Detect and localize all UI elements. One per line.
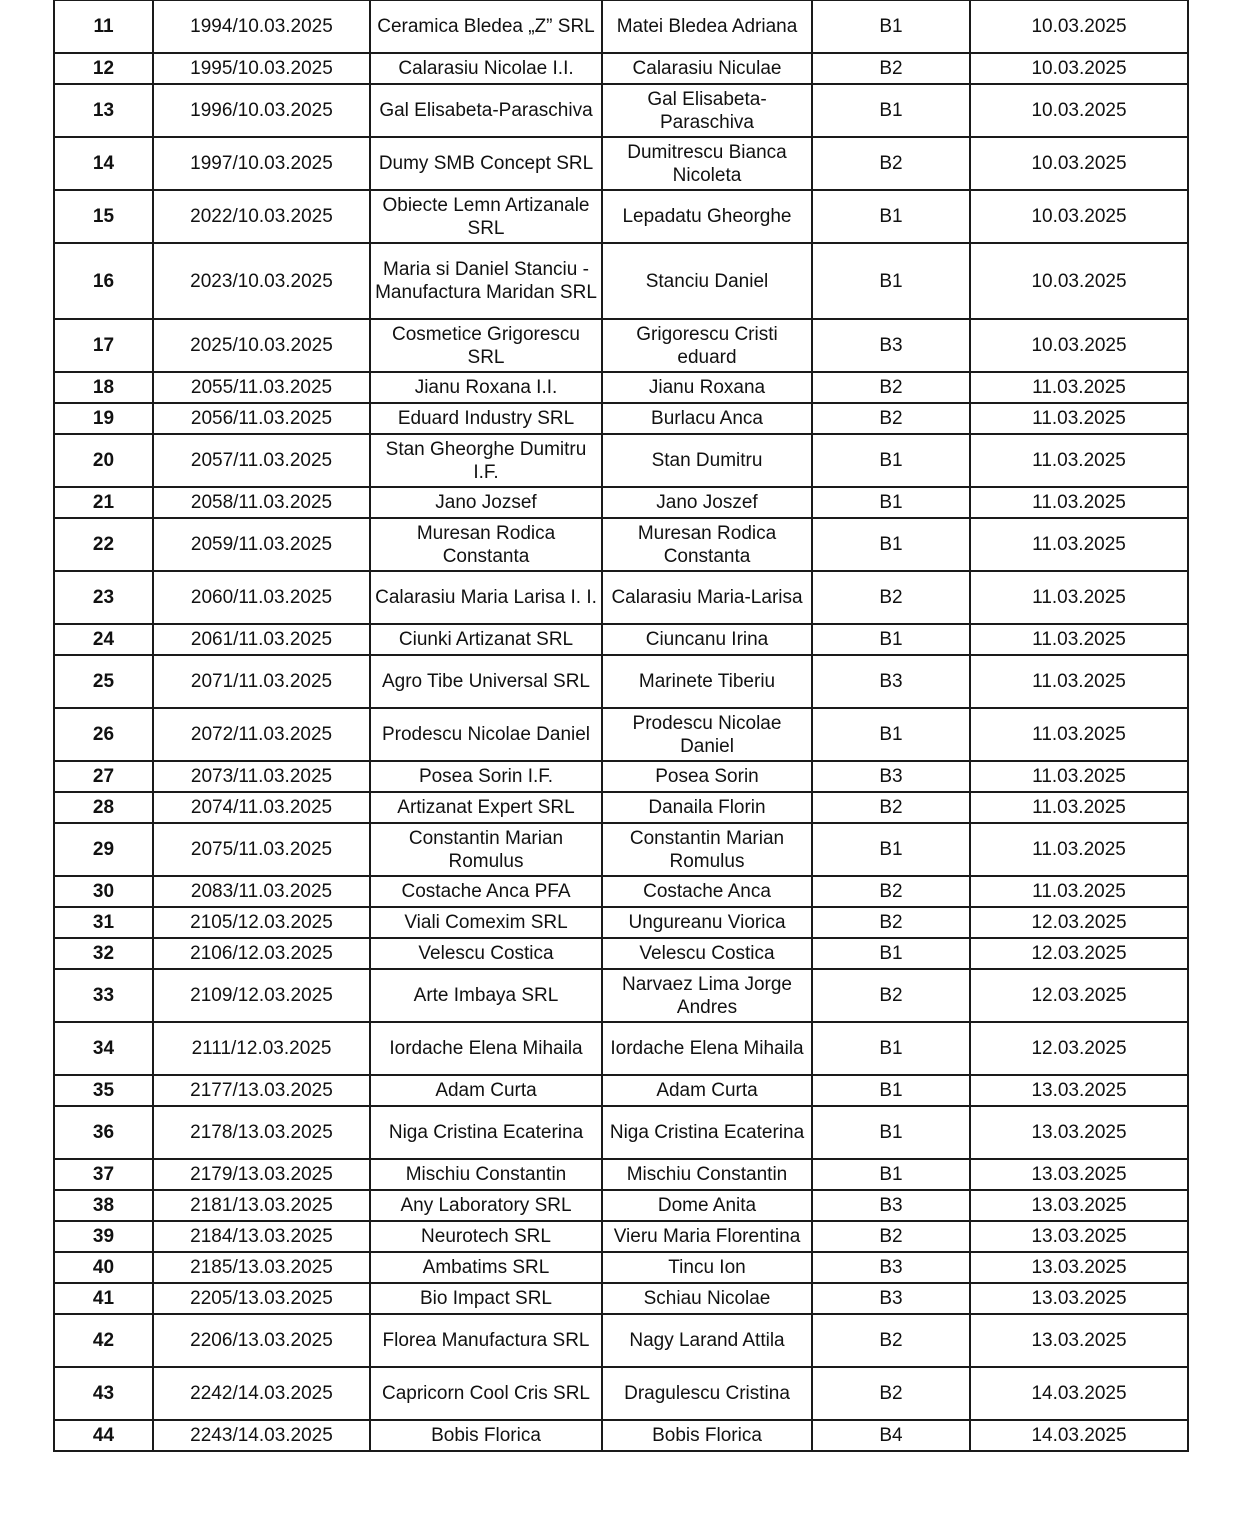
category-cell: B2 bbox=[812, 1367, 970, 1420]
registration-number-cell: 2056/11.03.2025 bbox=[153, 403, 370, 434]
representative-name-cell: Matei Bledea Adriana bbox=[602, 0, 812, 53]
row-number-cell: 26 bbox=[54, 708, 153, 761]
company-name-cell: Mischiu Constantin bbox=[370, 1159, 602, 1190]
representative-name-cell: Calarasiu Niculae bbox=[602, 53, 812, 84]
table-row bbox=[54, 969, 1188, 1022]
date-cell: 13.03.2025 bbox=[970, 1252, 1188, 1283]
date-cell: 13.03.2025 bbox=[970, 1283, 1188, 1314]
category-cell: B1 bbox=[812, 84, 970, 137]
date-cell: 14.03.2025 bbox=[970, 1420, 1188, 1451]
table-row bbox=[54, 518, 1188, 571]
company-name-cell: Ciunki Artizanat SRL bbox=[370, 624, 602, 655]
registration-number-cell: 2109/12.03.2025 bbox=[153, 969, 370, 1022]
company-name-cell: Ceramica Bledea „Z” SRL bbox=[370, 0, 602, 53]
registration-number-cell: 2025/10.03.2025 bbox=[153, 319, 370, 372]
company-name-cell: Prodescu Nicolae Daniel bbox=[370, 708, 602, 761]
registry-table-body bbox=[54, 0, 1188, 1451]
registration-number-cell: 2075/11.03.2025 bbox=[153, 823, 370, 876]
company-name-cell: Jano Jozsef bbox=[370, 487, 602, 518]
table-row bbox=[54, 1159, 1188, 1190]
company-name-cell: Capricorn Cool Cris SRL bbox=[370, 1367, 602, 1420]
registration-number-cell: 2073/11.03.2025 bbox=[153, 761, 370, 792]
representative-name-cell: Stanciu Daniel bbox=[602, 243, 812, 319]
category-cell: B1 bbox=[812, 1106, 970, 1159]
table-row bbox=[54, 1022, 1188, 1075]
date-cell: 11.03.2025 bbox=[970, 876, 1188, 907]
category-cell: B1 bbox=[812, 190, 970, 243]
company-name-cell: Costache Anca PFA bbox=[370, 876, 602, 907]
company-name-cell: Cosmetice Grigorescu SRL bbox=[370, 319, 602, 372]
date-cell: 10.03.2025 bbox=[970, 53, 1188, 84]
category-cell: B1 bbox=[812, 487, 970, 518]
representative-name-cell: Costache Anca bbox=[602, 876, 812, 907]
category-cell: B2 bbox=[812, 403, 970, 434]
row-number-cell: 24 bbox=[54, 624, 153, 655]
representative-name-cell: Narvaez Lima Jorge Andres bbox=[602, 969, 812, 1022]
row-number-cell: 11 bbox=[54, 0, 153, 53]
representative-name-cell: Calarasiu Maria-Larisa bbox=[602, 571, 812, 624]
category-cell: B2 bbox=[812, 137, 970, 190]
registration-number-cell: 1996/10.03.2025 bbox=[153, 84, 370, 137]
company-name-cell: Any Laboratory SRL bbox=[370, 1190, 602, 1221]
category-cell: B2 bbox=[812, 1314, 970, 1367]
category-cell: B2 bbox=[812, 571, 970, 624]
row-number-cell: 25 bbox=[54, 655, 153, 708]
date-cell: 13.03.2025 bbox=[970, 1221, 1188, 1252]
table-row bbox=[54, 1367, 1188, 1420]
representative-name-cell: Posea Sorin bbox=[602, 761, 812, 792]
row-number-cell: 31 bbox=[54, 907, 153, 938]
date-cell: 11.03.2025 bbox=[970, 372, 1188, 403]
date-cell: 14.03.2025 bbox=[970, 1367, 1188, 1420]
company-name-cell: Eduard Industry SRL bbox=[370, 403, 602, 434]
category-cell: B1 bbox=[812, 708, 970, 761]
date-cell: 12.03.2025 bbox=[970, 969, 1188, 1022]
table-row bbox=[54, 1075, 1188, 1106]
representative-name-cell: Bobis Florica bbox=[602, 1420, 812, 1451]
table-row bbox=[54, 708, 1188, 761]
date-cell: 13.03.2025 bbox=[970, 1106, 1188, 1159]
category-cell: B2 bbox=[812, 969, 970, 1022]
row-number-cell: 42 bbox=[54, 1314, 153, 1367]
category-cell: B3 bbox=[812, 655, 970, 708]
row-number-cell: 23 bbox=[54, 571, 153, 624]
table-row bbox=[54, 137, 1188, 190]
date-cell: 11.03.2025 bbox=[970, 403, 1188, 434]
representative-name-cell: Ciuncanu Irina bbox=[602, 624, 812, 655]
date-cell: 13.03.2025 bbox=[970, 1075, 1188, 1106]
date-cell: 11.03.2025 bbox=[970, 823, 1188, 876]
row-number-cell: 22 bbox=[54, 518, 153, 571]
row-number-cell: 30 bbox=[54, 876, 153, 907]
representative-name-cell: Iordache Elena Mihaila bbox=[602, 1022, 812, 1075]
representative-name-cell: Mischiu Constantin bbox=[602, 1159, 812, 1190]
registration-number-cell: 2059/11.03.2025 bbox=[153, 518, 370, 571]
representative-name-cell: Tincu Ion bbox=[602, 1252, 812, 1283]
company-name-cell: Jianu Roxana I.I. bbox=[370, 372, 602, 403]
representative-name-cell: Niga Cristina Ecaterina bbox=[602, 1106, 812, 1159]
registration-number-cell: 2023/10.03.2025 bbox=[153, 243, 370, 319]
category-cell: B2 bbox=[812, 1221, 970, 1252]
registration-number-cell: 2022/10.03.2025 bbox=[153, 190, 370, 243]
table-row bbox=[54, 876, 1188, 907]
category-cell: B1 bbox=[812, 624, 970, 655]
table-row bbox=[54, 761, 1188, 792]
representative-name-cell: Muresan Rodica Constanta bbox=[602, 518, 812, 571]
date-cell: 11.03.2025 bbox=[970, 434, 1188, 487]
category-cell: B4 bbox=[812, 1420, 970, 1451]
row-number-cell: 12 bbox=[54, 53, 153, 84]
registration-number-cell: 2242/14.03.2025 bbox=[153, 1367, 370, 1420]
representative-name-cell: Marinete Tiberiu bbox=[602, 655, 812, 708]
category-cell: B2 bbox=[812, 876, 970, 907]
date-cell: 10.03.2025 bbox=[970, 319, 1188, 372]
company-name-cell: Dumy SMB Concept SRL bbox=[370, 137, 602, 190]
row-number-cell: 32 bbox=[54, 938, 153, 969]
row-number-cell: 19 bbox=[54, 403, 153, 434]
table-row bbox=[54, 792, 1188, 823]
table-row bbox=[54, 243, 1188, 319]
representative-name-cell: Dome Anita bbox=[602, 1190, 812, 1221]
row-number-cell: 41 bbox=[54, 1283, 153, 1314]
category-cell: B3 bbox=[812, 761, 970, 792]
date-cell: 13.03.2025 bbox=[970, 1190, 1188, 1221]
registration-number-cell: 2179/13.03.2025 bbox=[153, 1159, 370, 1190]
date-cell: 11.03.2025 bbox=[970, 571, 1188, 624]
row-number-cell: 17 bbox=[54, 319, 153, 372]
company-name-cell: Arte Imbaya SRL bbox=[370, 969, 602, 1022]
company-name-cell: Viali Comexim SRL bbox=[370, 907, 602, 938]
registration-number-cell: 2105/12.03.2025 bbox=[153, 907, 370, 938]
registration-number-cell: 2243/14.03.2025 bbox=[153, 1420, 370, 1451]
category-cell: B1 bbox=[812, 938, 970, 969]
representative-name-cell: Stan Dumitru bbox=[602, 434, 812, 487]
table-row bbox=[54, 1106, 1188, 1159]
date-cell: 10.03.2025 bbox=[970, 84, 1188, 137]
representative-name-cell: Vieru Maria Florentina bbox=[602, 1221, 812, 1252]
table-row bbox=[54, 487, 1188, 518]
registration-number-cell: 2083/11.03.2025 bbox=[153, 876, 370, 907]
company-name-cell: Calarasiu Maria Larisa I. I. bbox=[370, 571, 602, 624]
representative-name-cell: Jianu Roxana bbox=[602, 372, 812, 403]
registration-number-cell: 2185/13.03.2025 bbox=[153, 1252, 370, 1283]
date-cell: 11.03.2025 bbox=[970, 624, 1188, 655]
date-cell: 13.03.2025 bbox=[970, 1314, 1188, 1367]
date-cell: 10.03.2025 bbox=[970, 190, 1188, 243]
registration-number-cell: 2060/11.03.2025 bbox=[153, 571, 370, 624]
representative-name-cell: Velescu Costica bbox=[602, 938, 812, 969]
company-name-cell: Artizanat Expert SRL bbox=[370, 792, 602, 823]
company-name-cell: Bio Impact SRL bbox=[370, 1283, 602, 1314]
company-name-cell: Maria si Daniel Stanciu - Manufactura Maridan SRL bbox=[370, 243, 602, 319]
row-number-cell: 44 bbox=[54, 1420, 153, 1451]
representative-name-cell: Lepadatu Gheorghe bbox=[602, 190, 812, 243]
category-cell: B1 bbox=[812, 243, 970, 319]
category-cell: B1 bbox=[812, 1022, 970, 1075]
table-row bbox=[54, 938, 1188, 969]
company-name-cell: Gal Elisabeta-Paraschiva bbox=[370, 84, 602, 137]
company-name-cell: Ambatims SRL bbox=[370, 1252, 602, 1283]
category-cell: B1 bbox=[812, 1075, 970, 1106]
table-row bbox=[54, 1221, 1188, 1252]
company-name-cell: Obiecte Lemn Artizanale SRL bbox=[370, 190, 602, 243]
row-number-cell: 43 bbox=[54, 1367, 153, 1420]
date-cell: 13.03.2025 bbox=[970, 1159, 1188, 1190]
company-name-cell: Niga Cristina Ecaterina bbox=[370, 1106, 602, 1159]
company-name-cell: Stan Gheorghe Dumitru I.F. bbox=[370, 434, 602, 487]
category-cell: B3 bbox=[812, 1283, 970, 1314]
date-cell: 11.03.2025 bbox=[970, 487, 1188, 518]
table-row bbox=[54, 403, 1188, 434]
registration-number-cell: 2205/13.03.2025 bbox=[153, 1283, 370, 1314]
row-number-cell: 21 bbox=[54, 487, 153, 518]
category-cell: B1 bbox=[812, 434, 970, 487]
table-row bbox=[54, 190, 1188, 243]
row-number-cell: 14 bbox=[54, 137, 153, 190]
representative-name-cell: Constantin Marian Romulus bbox=[602, 823, 812, 876]
registration-number-cell: 2206/13.03.2025 bbox=[153, 1314, 370, 1367]
table-row bbox=[54, 655, 1188, 708]
row-number-cell: 28 bbox=[54, 792, 153, 823]
category-cell: B1 bbox=[812, 518, 970, 571]
table-row bbox=[54, 319, 1188, 372]
category-cell: B2 bbox=[812, 53, 970, 84]
row-number-cell: 35 bbox=[54, 1075, 153, 1106]
date-cell: 11.03.2025 bbox=[970, 708, 1188, 761]
representative-name-cell: Schiau Nicolae bbox=[602, 1283, 812, 1314]
date-cell: 11.03.2025 bbox=[970, 792, 1188, 823]
company-name-cell: Muresan Rodica Constanta bbox=[370, 518, 602, 571]
row-number-cell: 15 bbox=[54, 190, 153, 243]
representative-name-cell: Adam Curta bbox=[602, 1075, 812, 1106]
registration-number-cell: 2058/11.03.2025 bbox=[153, 487, 370, 518]
row-number-cell: 38 bbox=[54, 1190, 153, 1221]
registration-number-cell: 2074/11.03.2025 bbox=[153, 792, 370, 823]
table-row bbox=[54, 1314, 1188, 1367]
table-row bbox=[54, 1420, 1188, 1451]
company-name-cell: Bobis Florica bbox=[370, 1420, 602, 1451]
row-number-cell: 36 bbox=[54, 1106, 153, 1159]
category-cell: B3 bbox=[812, 1190, 970, 1221]
company-name-cell: Agro Tibe Universal SRL bbox=[370, 655, 602, 708]
category-cell: B1 bbox=[812, 823, 970, 876]
company-name-cell: Constantin Marian Romulus bbox=[370, 823, 602, 876]
table-row bbox=[54, 1283, 1188, 1314]
table-row bbox=[54, 823, 1188, 876]
date-cell: 12.03.2025 bbox=[970, 907, 1188, 938]
row-number-cell: 16 bbox=[54, 243, 153, 319]
table-row bbox=[54, 0, 1188, 53]
row-number-cell: 34 bbox=[54, 1022, 153, 1075]
row-number-cell: 27 bbox=[54, 761, 153, 792]
representative-name-cell: Dumitrescu Bianca Nicoleta bbox=[602, 137, 812, 190]
table-row bbox=[54, 624, 1188, 655]
date-cell: 11.03.2025 bbox=[970, 761, 1188, 792]
category-cell: B3 bbox=[812, 319, 970, 372]
category-cell: B3 bbox=[812, 1252, 970, 1283]
company-name-cell: Florea Manufactura SRL bbox=[370, 1314, 602, 1367]
row-number-cell: 39 bbox=[54, 1221, 153, 1252]
representative-name-cell: Burlacu Anca bbox=[602, 403, 812, 434]
registration-number-cell: 1995/10.03.2025 bbox=[153, 53, 370, 84]
registration-number-cell: 2072/11.03.2025 bbox=[153, 708, 370, 761]
row-number-cell: 33 bbox=[54, 969, 153, 1022]
representative-name-cell: Ungureanu Viorica bbox=[602, 907, 812, 938]
date-cell: 10.03.2025 bbox=[970, 0, 1188, 53]
row-number-cell: 40 bbox=[54, 1252, 153, 1283]
table-row bbox=[54, 372, 1188, 403]
row-number-cell: 20 bbox=[54, 434, 153, 487]
table-row bbox=[54, 1252, 1188, 1283]
registration-number-cell: 2184/13.03.2025 bbox=[153, 1221, 370, 1252]
date-cell: 10.03.2025 bbox=[970, 243, 1188, 319]
registration-number-cell: 2061/11.03.2025 bbox=[153, 624, 370, 655]
representative-name-cell: Danaila Florin bbox=[602, 792, 812, 823]
representative-name-cell: Jano Joszef bbox=[602, 487, 812, 518]
registration-number-cell: 2106/12.03.2025 bbox=[153, 938, 370, 969]
registration-number-cell: 2178/13.03.2025 bbox=[153, 1106, 370, 1159]
registration-number-cell: 2057/11.03.2025 bbox=[153, 434, 370, 487]
date-cell: 12.03.2025 bbox=[970, 1022, 1188, 1075]
company-name-cell: Posea Sorin I.F. bbox=[370, 761, 602, 792]
table-row bbox=[54, 907, 1188, 938]
category-cell: B2 bbox=[812, 372, 970, 403]
table-row bbox=[54, 571, 1188, 624]
registration-number-cell: 1997/10.03.2025 bbox=[153, 137, 370, 190]
company-name-cell: Iordache Elena Mihaila bbox=[370, 1022, 602, 1075]
date-cell: 11.03.2025 bbox=[970, 518, 1188, 571]
table-row bbox=[54, 84, 1188, 137]
registration-number-cell: 2071/11.03.2025 bbox=[153, 655, 370, 708]
table-row bbox=[54, 434, 1188, 487]
category-cell: B2 bbox=[812, 792, 970, 823]
date-cell: 11.03.2025 bbox=[970, 655, 1188, 708]
company-name-cell: Adam Curta bbox=[370, 1075, 602, 1106]
representative-name-cell: Grigorescu Cristi eduard bbox=[602, 319, 812, 372]
representative-name-cell: Nagy Larand Attila bbox=[602, 1314, 812, 1367]
company-name-cell: Neurotech SRL bbox=[370, 1221, 602, 1252]
date-cell: 10.03.2025 bbox=[970, 137, 1188, 190]
company-name-cell: Velescu Costica bbox=[370, 938, 602, 969]
registration-number-cell: 2055/11.03.2025 bbox=[153, 372, 370, 403]
registry-table bbox=[53, 0, 1189, 1452]
row-number-cell: 37 bbox=[54, 1159, 153, 1190]
representative-name-cell: Gal Elisabeta-Paraschiva bbox=[602, 84, 812, 137]
category-cell: B1 bbox=[812, 0, 970, 53]
category-cell: B2 bbox=[812, 907, 970, 938]
representative-name-cell: Dragulescu Cristina bbox=[602, 1367, 812, 1420]
registration-number-cell: 2177/13.03.2025 bbox=[153, 1075, 370, 1106]
registration-number-cell: 2111/12.03.2025 bbox=[153, 1022, 370, 1075]
row-number-cell: 29 bbox=[54, 823, 153, 876]
representative-name-cell: Prodescu Nicolae Daniel bbox=[602, 708, 812, 761]
date-cell: 12.03.2025 bbox=[970, 938, 1188, 969]
table-row bbox=[54, 1190, 1188, 1221]
category-cell: B1 bbox=[812, 1159, 970, 1190]
row-number-cell: 18 bbox=[54, 372, 153, 403]
company-name-cell: Calarasiu Nicolae I.I. bbox=[370, 53, 602, 84]
table-row bbox=[54, 53, 1188, 84]
row-number-cell: 13 bbox=[54, 84, 153, 137]
registration-number-cell: 1994/10.03.2025 bbox=[153, 0, 370, 53]
registration-number-cell: 2181/13.03.2025 bbox=[153, 1190, 370, 1221]
